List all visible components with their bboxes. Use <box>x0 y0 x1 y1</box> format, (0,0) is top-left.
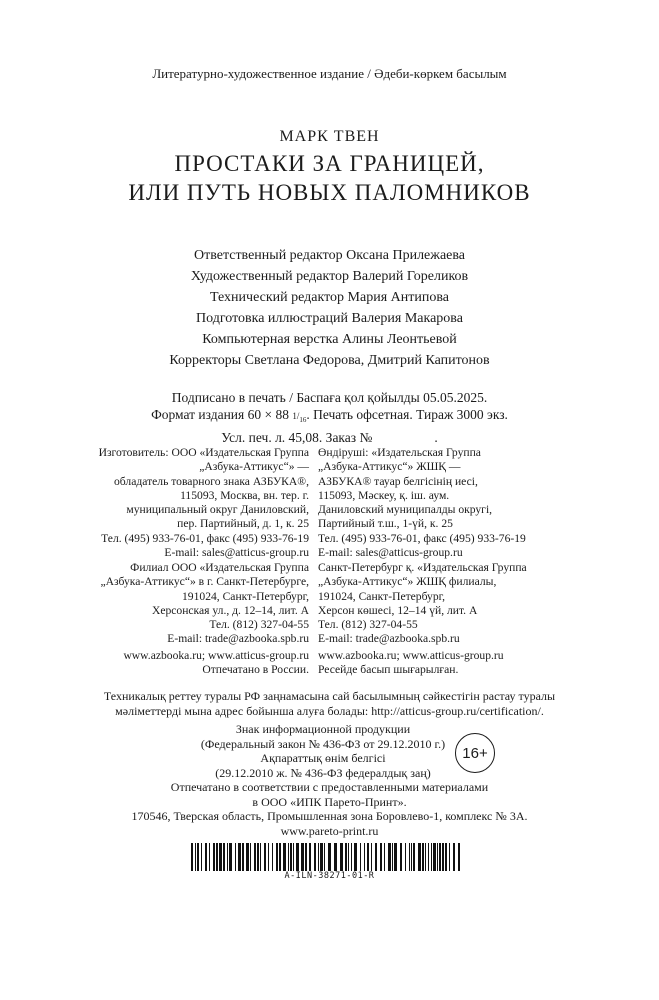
certification-block <box>0 689 659 718</box>
manufacturer-ru-block <box>99 446 309 560</box>
author-name: МАРК ТВЕН <box>279 128 380 145</box>
barcode-bar <box>449 843 450 871</box>
imprint-line: „Азбука-Аттикус“» — <box>199 460 309 474</box>
imprint-line: Партийный т.ш., 1-үй, к. 25 <box>318 517 453 531</box>
credit-line: Подготовка иллюстраций Валерия Макарова <box>196 311 463 326</box>
imprint-line: Херсонская ул., д. 12–14, лит. А <box>151 603 309 617</box>
format-prefix: Формат издания 60 × 88 <box>151 407 293 422</box>
barcode-bar <box>197 843 199 871</box>
barcode-bar <box>314 843 316 871</box>
barcode-bar <box>216 843 218 871</box>
imprint-line: 191024, Санкт-Петербург, <box>182 589 309 603</box>
branch-ru-block <box>100 561 309 647</box>
imprint-line: 115093, Мәскеу, қ. іш. аум. <box>318 488 450 502</box>
imprint-line: E-mail: trade@azbooka.spb.ru <box>167 632 309 646</box>
printer-line: Отпечатано в соответствии с предоставленными материалами <box>170 780 489 794</box>
certification-line: Техникалық реттеу туралы РФ заңнамасына сай басылымның сәйкестігін растау туралы <box>103 689 556 703</box>
imprint-line: Өндіруші: «Издательская Группа <box>318 446 481 459</box>
barcode-bar <box>305 843 307 871</box>
barcode-bar <box>340 843 343 871</box>
barcode-bar <box>209 843 210 871</box>
barcode-bar <box>360 843 361 871</box>
format-line <box>0 406 659 429</box>
credit-line: Художественный редактор Валерий Гореликов <box>190 269 469 284</box>
imprint-line: Херсон көшесі, 12–14 үй, лит. А <box>318 603 478 617</box>
barcode-bar <box>283 843 286 871</box>
barcode-bar <box>328 843 331 871</box>
sheets-line <box>0 429 659 446</box>
barcode-bar <box>290 843 292 871</box>
barcode-bar <box>288 843 289 871</box>
format-fraction: $1/_{16}$ <box>292 411 307 424</box>
age-info-line: Знак информационной продукции <box>235 722 411 736</box>
web-kz-block <box>318 649 504 678</box>
credit-line: Ответственный редактор Оксана Прилежаева <box>193 248 466 263</box>
imprint-line: пер. Партийный, д. 1, к. 25 <box>177 517 309 531</box>
barcode-bar <box>388 843 391 871</box>
barcode-bar <box>309 843 311 871</box>
credit-line: Корректоры Светлана Федорова, Дмитрий Капитонов <box>169 353 490 368</box>
barcode-bar <box>364 843 365 871</box>
imprint-line: Изготовитель: ООО «Издательская Группа <box>98 446 309 459</box>
age-info-line: (29.12.2010 ж. № 436-ФЗ федералдық заң) <box>215 765 431 780</box>
imprint-line: www.azbooka.ru; www.atticus-group.ru <box>123 649 309 662</box>
imprint-line: E-mail: sales@atticus-group.ru <box>318 546 463 560</box>
print-info-block <box>0 389 659 446</box>
barcode-bar <box>413 843 415 871</box>
barcode-bar <box>227 843 228 871</box>
imprint-line: Отпечатано в России. <box>202 663 309 677</box>
credit-line: Технический редактор Мария Антипова <box>210 290 449 305</box>
imprint-line: муниципальный округ Даниловский, <box>126 503 309 517</box>
imprint-line: Санкт-Петербург қ. «Издательская Группа <box>318 561 527 574</box>
barcode-bar <box>301 843 304 871</box>
barcode-bar <box>276 843 278 871</box>
barcode-bar <box>235 843 236 871</box>
barcode-bar <box>400 843 402 871</box>
barcode-bar <box>405 843 406 871</box>
credit-line: Компьютерная верстка Алины Леонтьевой <box>202 332 457 347</box>
manufacturer-kz-block <box>318 446 526 560</box>
web-ru-block <box>123 649 309 678</box>
imprint-line: „Азбука-Аттикус“» ЖШҚ — <box>318 460 461 474</box>
barcode-bar <box>195 843 196 871</box>
barcode-bar <box>354 843 357 871</box>
age-info-line: Ақпараттық өнім белгісі <box>260 751 386 765</box>
barcode-bar <box>371 843 372 871</box>
imprint-line: АЗБУКА® тауар белгісінің иесі, <box>318 474 478 488</box>
barcode-bar <box>205 843 207 871</box>
barcode-bar <box>201 843 202 871</box>
imprint-line: Тел. (495) 933-76-01, факс (495) 933-76-19 <box>101 531 309 545</box>
barcode-bar <box>437 843 438 871</box>
barcode-bar <box>453 843 455 871</box>
barcode-bar <box>433 843 436 871</box>
book-title-line-1: ПРОСТАКИ ЗА ГРАНИЦЕЙ, <box>174 151 485 176</box>
barcode-bar <box>213 843 215 871</box>
barcode-bar <box>380 843 382 871</box>
barcode-bar <box>246 843 249 871</box>
imprint-line: E-mail: trade@azbooka.spb.ru <box>318 632 460 646</box>
barcode-bar <box>431 843 432 871</box>
age-info-line: (Федеральный закон № 436-ФЗ от 29.12.2010 г.) <box>200 736 446 751</box>
imprint-line: E-mail: sales@atticus-group.ru <box>164 546 309 560</box>
printer-line: 170546, Тверская область, Промышленная зона Боровлево-1, комплекс № 3А. <box>131 809 528 823</box>
barcode-bar <box>411 843 412 871</box>
barcode-bar <box>409 843 410 871</box>
age-rating-badge: 16+ <box>455 733 495 773</box>
imprint-line: www.azbooka.ru; www.atticus-group.ru <box>318 649 504 662</box>
printer-block <box>0 780 659 838</box>
imprint-line: 115093, Москва, вн. тер. г. <box>180 488 309 502</box>
barcode-bar <box>238 843 241 871</box>
barcode-bar <box>428 843 429 871</box>
fraction-numerator: 1 <box>292 411 297 421</box>
barcode-bar <box>250 843 251 871</box>
barcode <box>191 843 463 871</box>
fraction-denominator: 16 <box>299 415 307 424</box>
age-info-block <box>188 722 458 780</box>
branch-kz-block <box>318 561 527 647</box>
sheets-end: . <box>434 429 438 445</box>
barcode-bar <box>445 843 447 871</box>
barcode-bar <box>318 843 319 871</box>
imprint-line: Тел. (495) 933-76-01, факс (495) 933-76-19 <box>318 531 526 545</box>
barcode-bar <box>320 843 323 871</box>
barcode-bar <box>367 843 369 871</box>
barcode-bar <box>219 843 222 871</box>
barcode-bar <box>351 843 352 871</box>
barcode-bar <box>260 843 261 871</box>
genre-line: Литературно-художественное издание / Әдеби-көркем басылым <box>152 66 507 81</box>
barcode-bar <box>257 843 259 871</box>
imprint-line: Тел. (812) 327-04-55 <box>209 618 309 632</box>
sheets-text: Усл. печ. л. 45,08. Заказ № <box>221 429 373 445</box>
barcode-bar <box>264 843 266 871</box>
barcode-bar <box>439 843 441 871</box>
barcode-bar <box>348 843 349 871</box>
barcode-bar <box>272 843 273 871</box>
barcode-bar <box>254 843 256 871</box>
barcode-bar <box>324 843 325 871</box>
imprint-line: Филиал ООО «Издательская Группа <box>130 561 309 574</box>
barcode-bar <box>191 843 193 871</box>
barcode-bar <box>375 843 377 871</box>
barcode-bar <box>392 843 393 871</box>
imprint-line: Ресейде басып шығарылған. <box>318 663 459 677</box>
barcode-bar <box>394 843 397 871</box>
barcode-bar <box>425 843 426 871</box>
credits-block <box>0 245 659 371</box>
imprint-line: „Азбука-Аттикус“» в г. Санкт-Петербурге, <box>100 575 309 589</box>
barcode-bar <box>293 843 294 871</box>
barcode-bar <box>229 843 232 871</box>
certification-line: мәліметтерді мына адрес бойынша алуға болады: http://atticus-group.ru/certification/. <box>115 703 544 718</box>
barcode-bar <box>223 843 225 871</box>
imprint-line: „Азбука-Аттикус“» ЖШҚ филиалы, <box>318 575 497 589</box>
barcode-bar <box>242 843 244 871</box>
barcode-bar <box>268 843 269 871</box>
printer-line: www.pareto-print.ru <box>280 823 379 838</box>
imprint-line: обладатель товарного знака АЗБУКА®, <box>114 474 309 488</box>
imprint-line: 191024, Санкт-Петербург, <box>318 589 445 603</box>
barcode-bar <box>279 843 281 871</box>
printer-line: в ООО «ИПК Парето-Принт». <box>252 794 407 809</box>
barcode-bar <box>345 843 347 871</box>
barcode-bar <box>458 843 460 871</box>
imprint-line: Тел. (812) 327-04-55 <box>318 618 418 632</box>
imprint-line: Даниловский муниципалды округі, <box>318 503 493 517</box>
barcode-number: A-ILN-38271-01-R <box>284 871 375 881</box>
barcode-bar <box>418 843 421 871</box>
book-title-line-2: ИЛИ ПУТЬ НОВЫХ ПАЛОМНИКОВ <box>128 180 531 205</box>
barcode-bar <box>442 843 444 871</box>
barcode-bar <box>384 843 385 871</box>
barcode-bar <box>334 843 337 871</box>
barcode-bar <box>296 843 299 871</box>
barcode-bar <box>422 843 424 871</box>
format-suffix: . Печать офсетная. Тираж 3000 экз. <box>306 407 508 422</box>
signed-line: Подписано в печать / Баспаға қол қойылды 05.05.2025. <box>171 390 488 405</box>
